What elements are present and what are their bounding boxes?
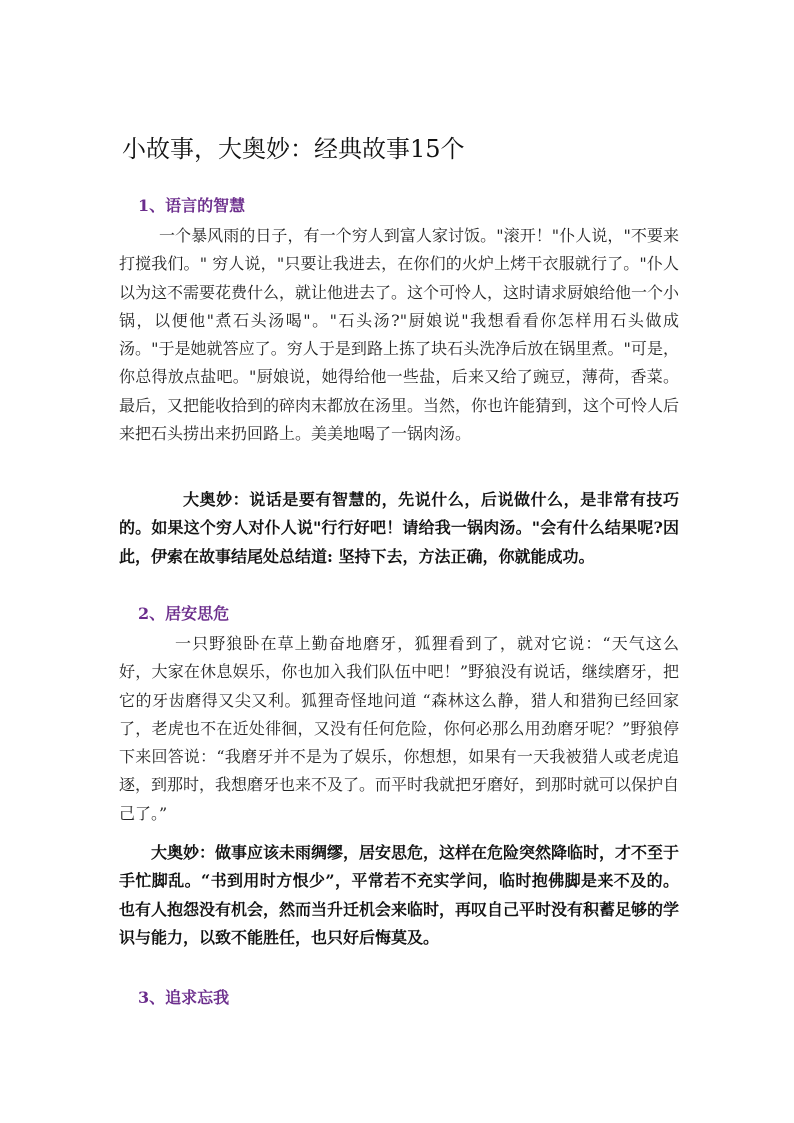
story-paragraph-1: 一个暴风雨的日子，有一个穷人到富人家讨饭。"滚开！"仆人说，"不要来打搅我们。" 穷人说，"只要让我进去，在你们的火炉上烤干衣服就行了。"仆人以为这不需要花费什么，就让他进去了。这个可怜人，这时请求厨娘给他一个小锅，以便他"煮石头汤喝"。"石头汤?"厨娘说"我想看看你怎样用石头做成汤。"于是她就答应了。穷人于是到路上拣了块石头洗净后放在锅里煮。"可是，你总得放点盐吧。"厨娘说，她得给他一些盐，后来又给了豌豆，薄荷，香菜。最后，又把能收拾到的碎肉末都放在汤里。当然，你也许能猜到，这个可怜人后来把石头捞出来扔回路上。美美地喝了一锅肉汤。 [119,226,680,444]
section-heading-1: 1、语言的智慧 [138,196,246,215]
section-heading-2: 2、居安思危 [138,604,230,623]
story-paragraph-2: 一只野狼卧在草上勤奋地磨牙，狐狸看到了，就对它说：“天气这么好，大家在休息娱乐，你也加入我们队伍中吧！”野狼没有说话，继续磨牙，把它的牙齿磨得又尖又利。狐狸奇怪地问道 “森林这么静，猎人和猎狗已经回家了，老虎也不在近处徘徊，又没有任何危险，你何必那么用劲磨牙呢？”野狼停下来回答说：“我磨牙并不是为了娱乐，你想想，如果有一天我被猎人或老虎追逐，到那时，我想磨牙也来不及了。而平时我就把牙磨好，到那时就可以保护自己了。” [119,634,680,823]
moral-paragraph-2: 大奥妙：做事应该未雨绸缪，居安思危，这样在危险突然降临时，才不至于手忙脚乱。“书到用时方恨少”，平常若不充实学问，临时抱佛脚是来不及的。也有人抱怨没有机会，然而当升迁机会来临时，再叹自己平时没有积蓄足够的学识与能力，以致不能胜任，也只好后悔莫及。 [119,843,680,947]
section-heading-3: 3、追求忘我 [138,988,230,1007]
page-title: 小故事，大奥妙：经典故事15个 [122,135,465,163]
moral-paragraph-1: 大奥妙：说话是要有智慧的，先说什么，后说做什么，是非常有技巧的。如果这个穷人对仆人说"行行好吧！请给我一锅肉汤。"会有什么结果呢?因此，伊索在故事结尾处总结道: 坚持下去，方法正确，你就能成功。 [119,490,679,566]
